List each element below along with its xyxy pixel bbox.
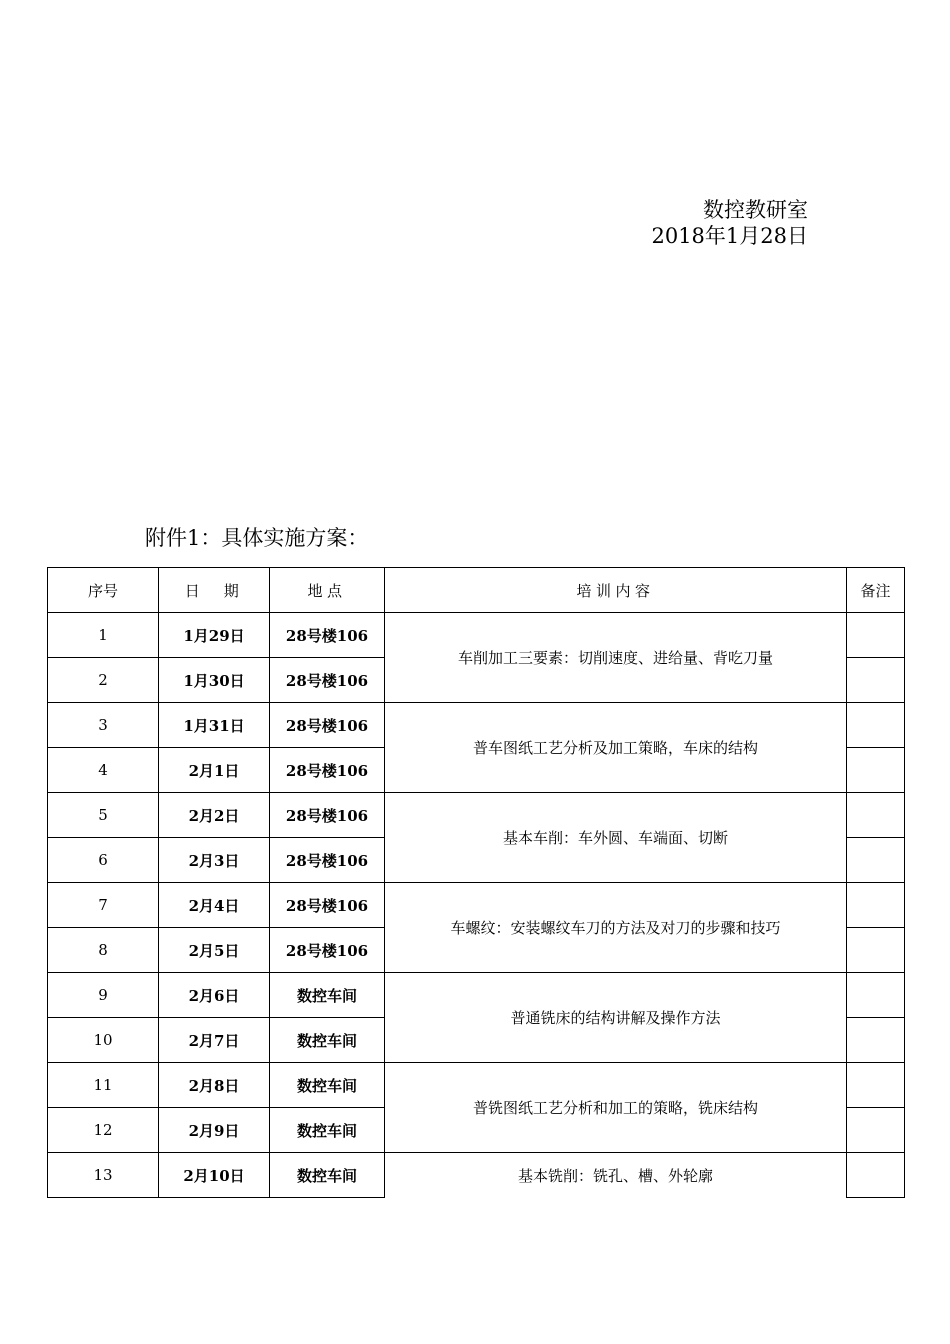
row-remark [847, 1153, 905, 1198]
row-seq: 11 [48, 1063, 159, 1108]
signature-block [651, 197, 808, 249]
header-location: 地点 [270, 568, 385, 613]
training-content: 车螺纹：安装螺纹车刀的方法及对刀的步骤和技巧 [385, 883, 847, 973]
row-location: 28号楼106 [270, 838, 385, 883]
table-row [48, 1153, 905, 1198]
row-remark [847, 838, 905, 883]
table-row [48, 703, 905, 748]
row-location: 数控车间 [270, 973, 385, 1018]
row-date: 2月7日 [159, 1018, 270, 1063]
row-seq: 6 [48, 838, 159, 883]
row-remark [847, 1018, 905, 1063]
row-location: 28号楼106 [270, 748, 385, 793]
table-row [48, 883, 905, 928]
row-remark [847, 703, 905, 748]
header-seq: 序号 [48, 568, 159, 613]
row-seq: 10 [48, 1018, 159, 1063]
row-seq: 13 [48, 1153, 159, 1198]
row-location: 28号楼106 [270, 613, 385, 658]
row-date: 2月9日 [159, 1108, 270, 1153]
training-content: 普车图纸工艺分析及加工策略，车床的结构 [385, 703, 847, 793]
row-location: 28号楼106 [270, 793, 385, 838]
row-seq: 4 [48, 748, 159, 793]
training-content: 基本铣削：铣孔、槽、外轮廓 [385, 1153, 847, 1198]
row-seq: 5 [48, 793, 159, 838]
row-remark [847, 883, 905, 928]
row-seq: 3 [48, 703, 159, 748]
attachment-title: 附件1：具体实施方案： [145, 526, 369, 550]
table-row [48, 973, 905, 1018]
row-seq: 9 [48, 973, 159, 1018]
department-name: 数控教研室 [703, 198, 808, 222]
training-content: 基本车削：车外圆、车端面、切断 [385, 793, 847, 883]
signature-date: 2018年1月28日 [651, 224, 808, 248]
header-content: 培训内容 [385, 568, 847, 613]
row-seq: 12 [48, 1108, 159, 1153]
table-row [48, 793, 905, 838]
row-remark [847, 793, 905, 838]
row-remark [847, 973, 905, 1018]
row-seq: 8 [48, 928, 159, 973]
row-remark [847, 613, 905, 658]
row-location: 28号楼106 [270, 928, 385, 973]
row-date: 2月4日 [159, 883, 270, 928]
row-date: 2月5日 [159, 928, 270, 973]
table-row [48, 1063, 905, 1108]
header-remark: 备注 [847, 568, 905, 613]
row-location: 28号楼106 [270, 883, 385, 928]
training-content: 普通铣床的结构讲解及操作方法 [385, 973, 847, 1063]
table-row [48, 613, 905, 658]
training-content: 普铣图纸工艺分析和加工的策略，铣床结构 [385, 1063, 847, 1153]
row-date: 1月30日 [159, 658, 270, 703]
row-remark [847, 658, 905, 703]
row-location: 28号楼106 [270, 703, 385, 748]
row-date: 1月31日 [159, 703, 270, 748]
row-remark [847, 928, 905, 973]
row-date: 1月29日 [159, 613, 270, 658]
row-date: 2月6日 [159, 973, 270, 1018]
row-seq: 1 [48, 613, 159, 658]
row-location: 28号楼106 [270, 658, 385, 703]
row-location: 数控车间 [270, 1018, 385, 1063]
row-remark [847, 1063, 905, 1108]
row-remark [847, 1108, 905, 1153]
header-date: 日 期 [159, 568, 270, 613]
row-location: 数控车间 [270, 1153, 385, 1198]
row-date: 2月2日 [159, 793, 270, 838]
row-location: 数控车间 [270, 1108, 385, 1153]
row-seq: 7 [48, 883, 159, 928]
row-date: 2月10日 [159, 1153, 270, 1198]
table-header-row [48, 568, 905, 613]
training-plan-table [47, 567, 905, 1198]
row-seq: 2 [48, 658, 159, 703]
row-date: 2月8日 [159, 1063, 270, 1108]
row-date: 2月1日 [159, 748, 270, 793]
training-content: 车削加工三要素：切削速度、进给量、背吃刀量 [385, 613, 847, 703]
row-remark [847, 748, 905, 793]
row-date: 2月3日 [159, 838, 270, 883]
row-location: 数控车间 [270, 1063, 385, 1108]
